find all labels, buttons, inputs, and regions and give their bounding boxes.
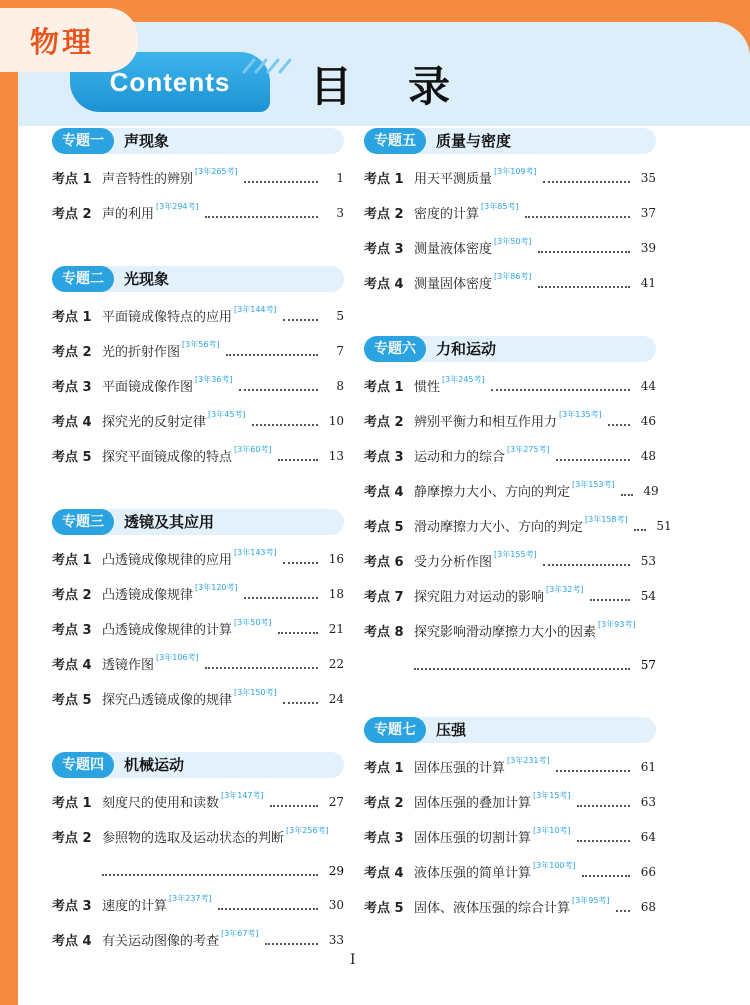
section-tag: 专题七 [364,717,426,743]
entry-index: 考点 4 [364,866,404,881]
leader-dots [226,354,318,356]
toc-entry[interactable] [52,646,344,681]
entry-page: 61 [640,759,656,774]
entry-index: 考点 6 [364,555,404,570]
entry-page: 41 [640,275,656,290]
entry-index: 考点 2 [364,207,404,222]
leader-dots [538,286,630,288]
toc-section [52,128,344,230]
contents-badge-label: Contents [109,66,231,97]
entry-frequency-tag: [3年265考] [195,167,238,176]
toc-entry[interactable] [52,681,344,716]
section-title: 机械运动 [124,756,185,774]
entry-frequency-tag: [3年10考] [533,826,571,835]
entry-index: 考点 1 [52,553,92,568]
entry-title: 平面镜成像特点的应用 [102,310,233,325]
entry-page: 48 [640,448,656,463]
entry-page: 13 [328,448,344,463]
entry-index: 考点 4 [364,485,404,500]
entry-frequency-tag: [3年294考] [156,202,199,211]
entry-index: 考点 4 [52,934,92,949]
section-title: 质量与密度 [436,132,512,150]
entry-page: 68 [640,899,656,914]
section-header [364,128,656,154]
leader-dots [616,910,630,912]
toc-entry-continuation [364,648,656,681]
entry-index: 考点 4 [52,658,92,673]
toc-entry[interactable] [364,819,656,854]
leader-dots [244,597,318,599]
leader-dots [538,251,630,253]
entry-index: 考点 1 [364,172,404,187]
entry-title: 速度的计算 [102,899,168,914]
toc-entry[interactable] [52,160,344,195]
entry-page: 53 [640,553,656,568]
section-tag: 专题二 [52,266,114,292]
entry-frequency-tag: [3年245考] [442,375,485,384]
toc-entry[interactable] [364,578,656,613]
entry-index: 考点 2 [52,345,92,360]
entry-page: 39 [640,240,656,255]
entry-page: 21 [328,621,344,636]
entry-index: 考点 5 [364,901,404,916]
leader-dots [556,459,630,461]
entry-page: 33 [328,932,344,947]
entry-index: 考点 4 [52,415,92,430]
entry-index: 考点 3 [364,831,404,846]
toc-entry[interactable] [364,889,656,924]
entry-title: 测量固体密度 [414,277,493,292]
leader-dots [577,805,630,807]
entry-frequency-tag: [3年50考] [234,618,272,627]
entry-index: 考点 2 [52,588,92,603]
entry-page: 37 [640,205,656,220]
leader-dots [278,459,318,461]
leader-dots [239,389,318,391]
toc-entry[interactable] [364,438,656,473]
leader-dots [577,840,630,842]
leader-dots [414,668,630,670]
right-column [364,128,672,924]
toc-entry[interactable] [52,333,344,368]
entry-index: 考点 1 [52,172,92,187]
toc-entry[interactable] [52,611,344,646]
toc-section [52,266,344,473]
entry-index: 考点 3 [52,623,92,638]
entry-page: 3 [336,205,344,220]
entry-page: 51 [656,518,672,533]
toc-section [364,717,656,924]
entry-frequency-tag: [3年158考] [585,515,628,524]
page-number: I [350,952,356,968]
toc-entry[interactable] [52,403,344,438]
entry-title: 惯性 [414,380,441,395]
page-title: 目录 [310,62,507,111]
toc-entry[interactable] [364,784,656,819]
entry-index: 考点 7 [364,590,404,605]
section-header [364,336,656,362]
section-header [52,266,344,292]
section-tag: 专题一 [52,128,114,154]
entry-frequency-tag: [3年86考] [494,272,532,281]
entry-index: 考点 2 [364,796,404,811]
entry-title: 探究光的反射定律 [102,415,207,430]
entry-page: 64 [640,829,656,844]
toc-entry[interactable] [364,265,656,300]
leader-dots [278,632,318,634]
section-tag: 专题三 [52,509,114,535]
toc-entry[interactable] [52,784,344,819]
toc-entry[interactable] [364,195,656,230]
entry-index: 考点 2 [364,415,404,430]
toc-entry[interactable] [52,922,344,957]
entry-index: 考点 1 [364,380,404,395]
entry-title: 测量液体密度 [414,242,493,257]
leader-dots [543,564,630,566]
leader-dots [634,529,646,531]
entry-title: 声音特性的辨别 [102,172,194,187]
section-tag: 专题四 [52,752,114,778]
entry-index: 考点 3 [52,380,92,395]
toc-entry[interactable] [52,195,344,230]
entry-frequency-tag: [3年153考] [572,480,615,489]
entry-page: 66 [640,864,656,879]
entry-frequency-tag: [3年36考] [195,375,233,384]
entry-title: 参照物的选取及运动状态的判断 [102,831,285,846]
section-header [52,509,344,535]
entry-title: 液体压强的简单计算 [414,866,532,881]
leader-dots [265,943,318,945]
toc-entry[interactable] [364,230,656,265]
toc-entry[interactable] [364,543,656,578]
entry-index: 考点 1 [52,310,92,325]
entry-frequency-tag: [3年155考] [494,550,537,559]
toc-entry[interactable] [364,403,656,438]
entry-index: 考点 3 [364,242,404,257]
entry-page: 1 [336,170,344,185]
leader-dots [556,770,630,772]
entry-frequency-tag: [3年50考] [494,237,532,246]
entry-frequency-tag: [3年100考] [533,861,576,870]
toc-entry[interactable] [364,854,656,889]
entry-frequency-tag: [3年95考] [572,896,610,905]
entry-frequency-tag: [3年109考] [494,167,537,176]
entry-title: 凸透镜成像规律的计算 [102,623,233,638]
entry-title: 辨别平衡力和相互作用力 [414,415,558,430]
entry-page: 8 [336,378,344,393]
entry-page: 46 [640,413,656,428]
entry-title: 有关运动图像的考查 [102,934,220,949]
toc-section [364,336,672,681]
entry-page: 35 [640,170,656,185]
entry-frequency-tag: [3年85考] [481,202,519,211]
entry-page: 27 [328,794,344,809]
entry-frequency-tag: [3年143考] [234,548,277,557]
leader-dots [102,874,318,876]
entry-title: 平面镜成像作图 [102,380,194,395]
section-tag: 专题六 [364,336,426,362]
entry-index: 考点 5 [364,520,404,535]
entry-page: 49 [643,483,659,498]
entry-page: 57 [640,657,656,672]
entry-title: 静摩擦力大小、方向的判定 [414,485,571,500]
entry-index: 考点 3 [52,899,92,914]
entry-title: 受力分析作图 [414,555,493,570]
toc-section [364,128,656,300]
section-header [364,717,656,743]
entry-title: 滑动摩擦力大小、方向的判定 [414,520,584,535]
entry-title: 探究凸透镜成像的规律 [102,693,233,708]
subject-tab [0,8,138,72]
entry-title: 运动和力的综合 [414,450,506,465]
entry-page: 22 [328,656,344,671]
leader-dots [218,908,318,910]
entry-title: 透镜作图 [102,658,155,673]
entry-title: 用天平测质量 [414,172,493,187]
toc-entry[interactable] [364,749,656,784]
entry-title: 固体压强的切割计算 [414,831,532,846]
entry-frequency-tag: [3年144考] [234,305,277,314]
entry-title: 光的折射作图 [102,345,181,360]
entry-page: 5 [336,308,344,323]
toc-entry[interactable] [364,473,659,508]
entry-frequency-tag: [3年256考] [286,826,329,835]
toc-entry[interactable] [52,298,344,333]
entry-title: 探究阻力对运动的影响 [414,590,545,605]
entry-title: 凸透镜成像规律 [102,588,194,603]
toc-entry[interactable] [52,368,344,403]
entry-frequency-tag: [3年150考] [234,688,277,697]
entry-frequency-tag: [3年120考] [195,583,238,592]
leader-dots [590,599,630,601]
entry-title: 固体、液体压强的综合计算 [414,901,571,916]
entry-frequency-tag: [3年275考] [507,445,550,454]
leader-dots [543,181,630,183]
section-title: 声现象 [124,132,170,150]
entry-frequency-tag: [3年15考] [533,791,571,800]
entry-page: 44 [640,378,656,393]
entry-title: 探究平面镜成像的特点 [102,450,233,465]
entry-title: 固体压强的计算 [414,761,506,776]
entry-frequency-tag: [3年60考] [234,445,272,454]
entry-page: 7 [336,343,344,358]
toc-entry[interactable] [52,887,344,922]
entry-frequency-tag: [3年93考] [598,620,636,629]
entry-frequency-tag: [3年32考] [546,585,584,594]
entry-title: 固体压强的叠加计算 [414,796,532,811]
subject-label: 物理 [30,24,95,59]
entry-index: 考点 8 [364,625,404,640]
section-title: 压强 [436,721,467,739]
left-column [52,128,344,957]
leader-dots [491,389,630,391]
leader-dots [283,319,318,321]
entry-page: 10 [328,413,344,428]
toc-entry[interactable] [52,438,344,473]
entry-page: 29 [328,863,344,878]
entry-page: 16 [328,551,344,566]
entry-index: 考点 2 [52,831,92,846]
entry-index: 考点 2 [52,207,92,222]
entry-frequency-tag: [3年56考] [182,340,220,349]
entry-index: 考点 1 [364,761,404,776]
section-title: 光现象 [124,270,170,288]
leader-dots [608,424,630,426]
entry-frequency-tag: [3年45考] [208,410,246,419]
entry-page: 63 [640,794,656,809]
entry-index: 考点 5 [52,450,92,465]
entry-index: 考点 1 [52,796,92,811]
toc-section [52,509,344,716]
section-header [52,128,344,154]
section-title: 透镜及其应用 [124,513,215,531]
toc-section [52,752,344,957]
leader-dots [205,667,318,669]
entry-frequency-tag: [3年147考] [221,791,264,800]
entry-title: 探究影响滑动摩擦力大小的因素 [414,625,597,640]
leader-dots [283,562,318,564]
stripes-decoration [240,56,300,76]
section-title: 力和运动 [436,340,497,358]
section-header [52,752,344,778]
leader-dots [205,216,318,218]
toc-entry[interactable] [52,819,344,854]
toc-entry[interactable] [364,613,656,648]
section-tag: 专题五 [364,128,426,154]
entry-title: 密度的计算 [414,207,480,222]
entry-page: 30 [328,897,344,912]
entry-page: 24 [328,691,344,706]
leader-dots [582,875,630,877]
entry-frequency-tag: [3年231考] [507,756,550,765]
entry-title: 凸透镜成像规律的应用 [102,553,233,568]
entry-title: 刻度尺的使用和读数 [102,796,220,811]
toc-entry[interactable] [364,160,656,195]
leader-dots [525,216,630,218]
leader-dots [283,702,318,704]
entry-frequency-tag: [3年106考] [156,653,199,662]
entry-index: 考点 3 [364,450,404,465]
leader-dots [270,805,318,807]
entry-frequency-tag: [3年67考] [221,929,259,938]
leader-dots [252,424,318,426]
entry-page: 54 [640,588,656,603]
toc-entry[interactable] [52,541,344,576]
entry-index: 考点 5 [52,693,92,708]
entry-page: 18 [328,586,344,601]
toc-entry-continuation [52,854,344,887]
entry-title: 声的利用 [102,207,155,222]
entry-frequency-tag: [3年135考] [559,410,602,419]
toc-entry[interactable] [52,576,344,611]
leader-dots [244,181,318,183]
toc-entry[interactable] [364,368,656,403]
leader-dots [621,494,633,496]
toc-entry[interactable] [364,508,672,543]
entry-frequency-tag: [3年237考] [169,894,212,903]
entry-index: 考点 4 [364,277,404,292]
